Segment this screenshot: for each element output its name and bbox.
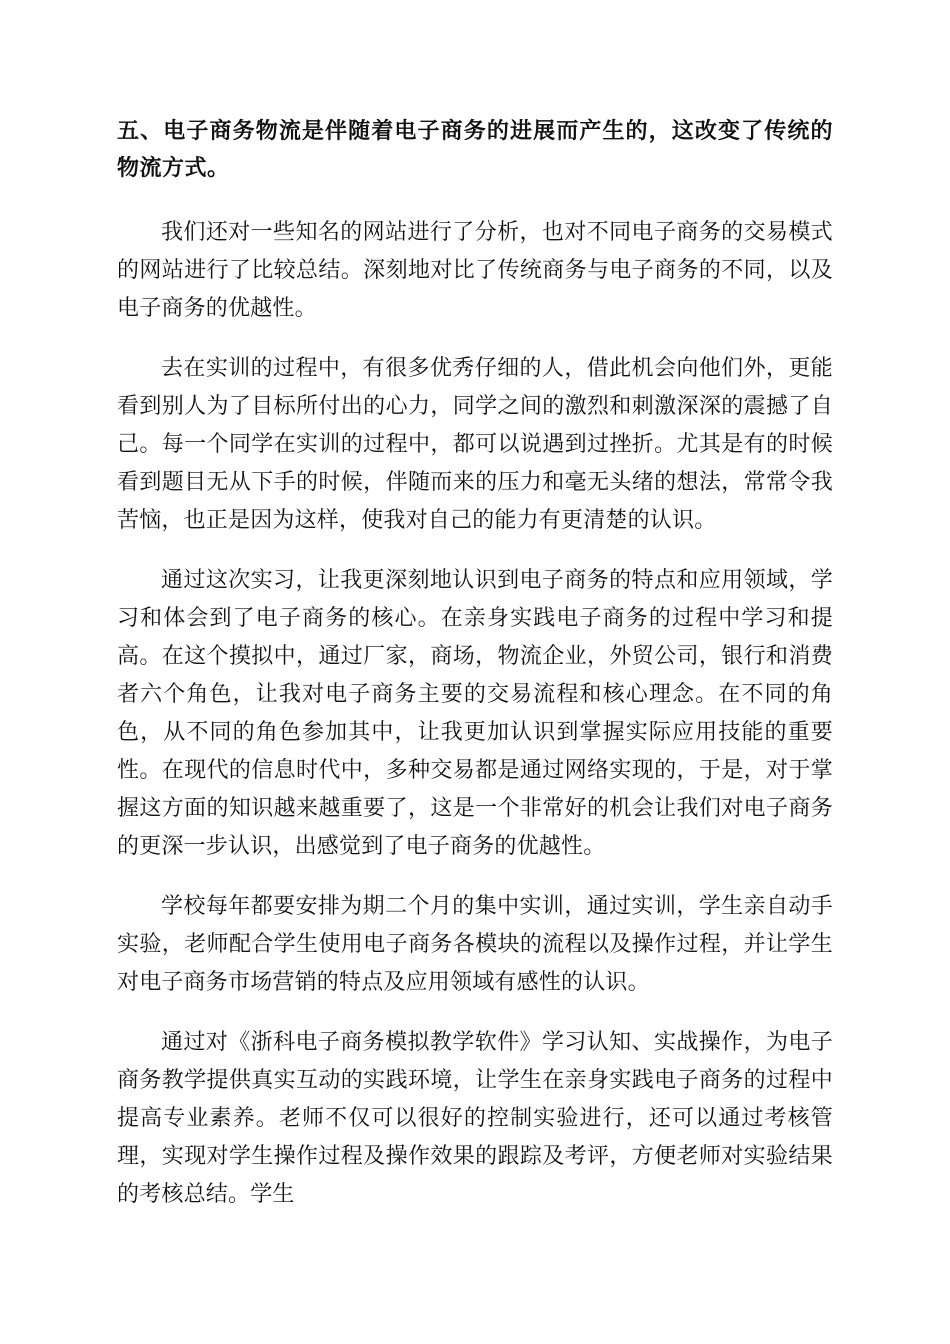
paragraph-4: 学校每年都要安排为期二个月的集中实训，通过实训，学生亲自动手实验，老师配合学生使用电子商务各模块的流程以及操作过程，并让学生对电子商务市场营销的特点及应用领域有感性的认识。 [117, 894, 833, 995]
paragraph-3: 通过这次实习，让我更深刻地认识到电子商务的特点和应用领域，学习和体会到了电子商务的核心。在亲身实践电子商务的过程中学习和提高。在这个摸拟中，通过厂家，商场，物流企业，外贸公司，银行和消费者六个角色，让我对电子商务主要的交易流程和核心理念。在不同的角色，从不同的角色参加其中，让我更加认识到掌握实际应用技能的重要性。在现代的信息时代中，多种交易都是通过网络实现的，于是，对于掌握这方面的知识越来越重要了，这是一个非常好的机会让我们对电子商务的更深一步认识，出感觉到了电子商务的优越性。 [117, 568, 833, 859]
section-heading: 五、电子商务物流是伴随着电子商务的进展而产生的，这改变了传统的物流方式。 [117, 119, 833, 181]
paragraph-5: 通过对《浙科电子商务模拟教学软件》学习认知、实战操作，为电子商务教学提供真实互动的实践环境，让学生在亲身实践电子商务的过程中提高专业素养。老师不仅可以很好的控制实验进行，还可以通过考核管理，实现对学生操作过程及操作效果的跟踪及考评，方便老师对实验结果的考核总结。学生 [117, 1030, 833, 1207]
document-body [117, 113, 833, 1214]
paragraph-2: 去在实训的过程中，有很多优秀仔细的人，借此机会向他们外，更能看到别人为了目标所付出的心力，同学之间的激烈和刺激深深的震撼了自己。每一个同学在实训的过程中，都可以说遇到过挫折。尤其是有的时候看到题目无从下手的时候，伴随而来的压力和毫无头绪的想法，常常令我苦恼，也正是因为这样，使我对自己的能力有更清楚的认识。 [117, 356, 833, 533]
paragraph-1: 我们还对一些知名的网站进行了分析，也对不同电子商务的交易模式的网站进行了比较总结。深刻地对比了传统商务与电子商务的不同，以及电子商务的优越性。 [117, 220, 833, 321]
